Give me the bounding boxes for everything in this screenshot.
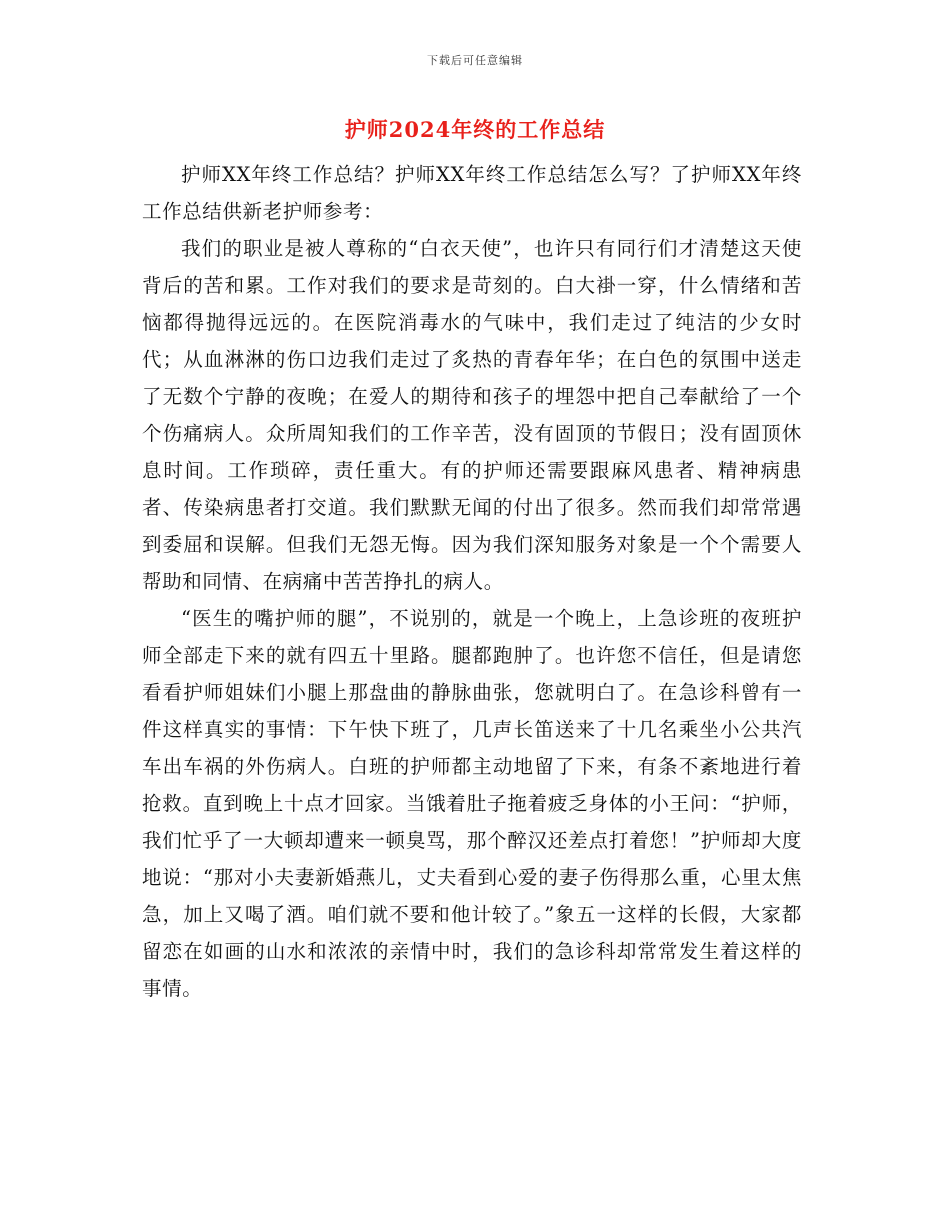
header-note: 下载后可任意编辑 (427, 54, 523, 67)
paragraph-emergency: “医生的嘴护师的腿”，不说别的，就是一个晚上，上急诊班的夜班护师全部走下来的就有四五十里路。腿都跑肿了。也许您不信任，但是请您看看护师姐妹们小腿上那盘曲的静脉曲张，您就明白了。在急诊科曾有一件这样真实的事情：下午快下班了，几声长笛送来了十几名乘坐小公共汽车出车祸的外伤病人。白班的护师都主动地留了下来，有条不紊地进行着抢救。直到晚上十点才回家。当饿着肚子拖着疲乏身体的小王问：“护师，我们忙乎了一大顿却遭来一顿臭骂，那个醉汉还差点打着您！”护师却大度地说：“那对小夫妻新婚燕儿，丈夫看到心爱的妻子伤得那么重，心里太焦急，加上又喝了酒。咱们就不要和他计较了。”象五一这样的长假，大家都留恋在如画的山水和浓浓的亲情中时，我们的急诊科却常常发生着这样的事情。 (142, 607, 802, 1000)
document-body (142, 156, 802, 1007)
paragraph-angel: 我们的职业是被人尊称的“白衣天使”，也许只有同行们才清楚这天使背后的苦和累。工作对我们的要求是苛刻的。白大褂一穿，什么情绪和苦恼都得抛得远远的。在医院消毒水的气味中，我们走过了纯洁的少女时代；从血淋淋的伤口边我们走过了炙热的青春年华；在白色的氛围中送走了无数个宁静的夜晚；在爱人的期待和孩子的埋怨中把自己奉献给了一个个伤痛病人。众所周知我们的工作辛苦，没有固顶的节假日；没有固顶休息时间。工作琐碎，责任重大。有的护师还需要跟麻风患者、精神病患者、传染病患者打交道。我们默默无闻的付出了很多。然而我们却常常遇到委屈和误解。但我们无怨无悔。因为我们深知服务对象是一个个需要人帮助和同情、在病痛中苦苦挣扎的病人。 (142, 237, 802, 593)
document-title: 护师2024年终的工作总结 (344, 117, 606, 142)
paragraph-intro: 护师XX年终工作总结？护师XX年终工作总结怎么写？了护师XX年终工作总结供新老护师参考： (142, 163, 802, 223)
